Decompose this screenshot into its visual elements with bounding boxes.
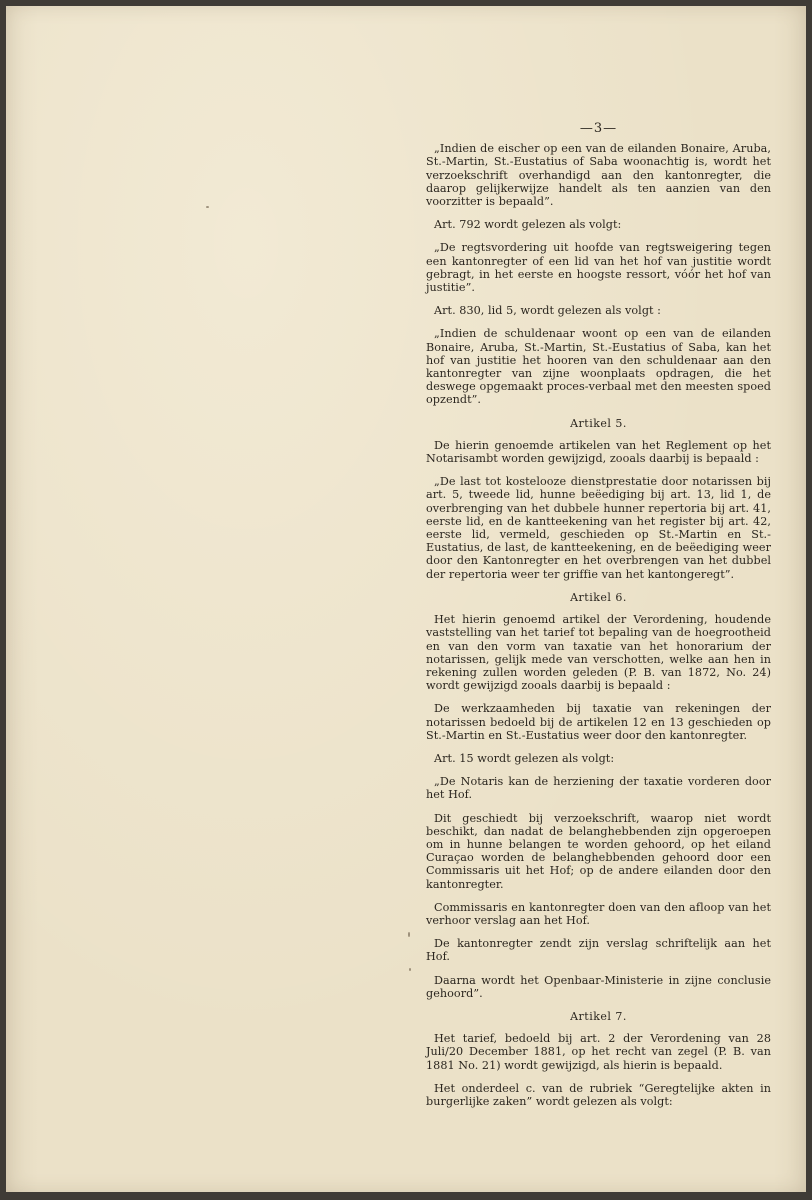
- text-column: [426, 122, 771, 1118]
- paragraph: Dit geschiedt bij verzoekschrift, waarop niet wordt beschikt, dan nadat de belanghebbenden zijn opgeroepen om in hunne belangen te worden gehoord, op het eiland Curaçao worden de belanghebbenden gehoord door een Commissaris uit het Hof; op de andere eilanden door den kantonregter.: [426, 811, 771, 891]
- ink-speck: [408, 932, 410, 937]
- paragraph: Het hierin genoemd artikel der Verordening, houdende vaststelling van het tarief tot bepaling van de hoegrootheid en van den vorm van taxatie van het honorarium der notarissen, gelijk mede van verschotten, welke aan hen in rekening zullen worden geleden (P. B. van 1872, No. 24) wordt gewijzigd zooals daarbij is bepaald :: [426, 613, 771, 693]
- paragraph: Art. 792 wordt gelezen als volgt:: [434, 218, 622, 232]
- document-page: [6, 6, 806, 1192]
- paragraph: Daarna wordt het Openbaar-Ministerie in zijne conclusie gehoord”.: [426, 973, 771, 1000]
- paragraph: De werkzaamheden bij taxatie van rekeningen der notarissen bedoeld bij de artikelen 12 en 13 geschieden op St.-Martin en St.-Eustatius weer door den kantonregter.: [426, 702, 771, 742]
- paragraph: Art. 830, lid 5, wordt gelezen als volgt :: [434, 304, 661, 318]
- article-heading: Artikel 5.: [570, 416, 627, 430]
- paragraph: „De Notaris kan de herziening der taxatie vorderen door het Hof.: [426, 775, 771, 802]
- paragraph: De hierin genoemde artikelen van het Reglement op het Notarisambt worden gewijzigd, zooals daarbij is bepaald :: [426, 438, 771, 466]
- ink-speck: [409, 968, 411, 971]
- article-heading: Artikel 6.: [570, 590, 627, 604]
- paragraph: Het onderdeel c. van de rubriek “Geregtelijke akten in burgerlijke zaken” wordt gelezen als volgt:: [426, 1081, 771, 1108]
- article-heading: Artikel 7.: [570, 1009, 627, 1023]
- paragraph: „Indien de schuldenaar woont op een van de eilanden Bonaire, Aruba, St.-Martin, St.-Eustatius of Saba, kan het hof van justitie het hooren van den schuldenaar aan den kantonregter van zijne woonplaats opdragen, die het deswege opgemaakt proces-verbaal met den meesten spoed opzendt”.: [426, 327, 771, 407]
- paragraph: Het tarief, bedoeld bij art. 2 der Verordening van 28 Juli/20 December 1881, op het recht van zegel (P. B. van 1881 No. 21) wordt gewijzigd, als hierin is bepaald.: [426, 1032, 771, 1072]
- paragraph: „Indien de eischer op een van de eilanden Bonaire, Aruba, St.-Martin, St.-Eustatius of Saba woonachtig is, wordt het verzoekschrift overhandigd aan den kantonregter, die daarop gelijkerwijze handelt als ten aanzien van den voorzitter is bepaald”.: [426, 142, 771, 209]
- page-number: —3—: [579, 121, 618, 136]
- paragraph: „De regtsvordering uit hoofde van regtsweigering tegen een kantonregter of een lid van het hof van justitie wordt gebragt, in het eerste en hoogste ressort, vóór het hof van justitie”.: [426, 241, 771, 295]
- paragraph: Commissaris en kantonregter doen van den afloop van het verhoor verslag aan het Hof.: [426, 900, 771, 927]
- paragraph: Art. 15 wordt gelezen als volgt:: [434, 751, 615, 765]
- ink-speck: [206, 206, 209, 208]
- paragraph: „De last tot kostelooze dienstprestatie door notarissen bij art. 5, tweede lid, hunne beëediging bij art. 13, lid 1, de overbrenging van het dubbele hunner repertoria bij art. 41, eerste lid, en de kantteekening van het register bij art. 42, eerste lid, vermeld, geschieden op St.-Martin en St.-Eustatius, de last, de kantteekening, en de beëediging weer door den Kantonregter en het overbrengen van het dubbel der repertoria weer ter griffie van het kantongeregt”.: [426, 475, 771, 581]
- paragraph: De kantonregter zendt zijn verslag schriftelijk aan het Hof.: [426, 937, 771, 964]
